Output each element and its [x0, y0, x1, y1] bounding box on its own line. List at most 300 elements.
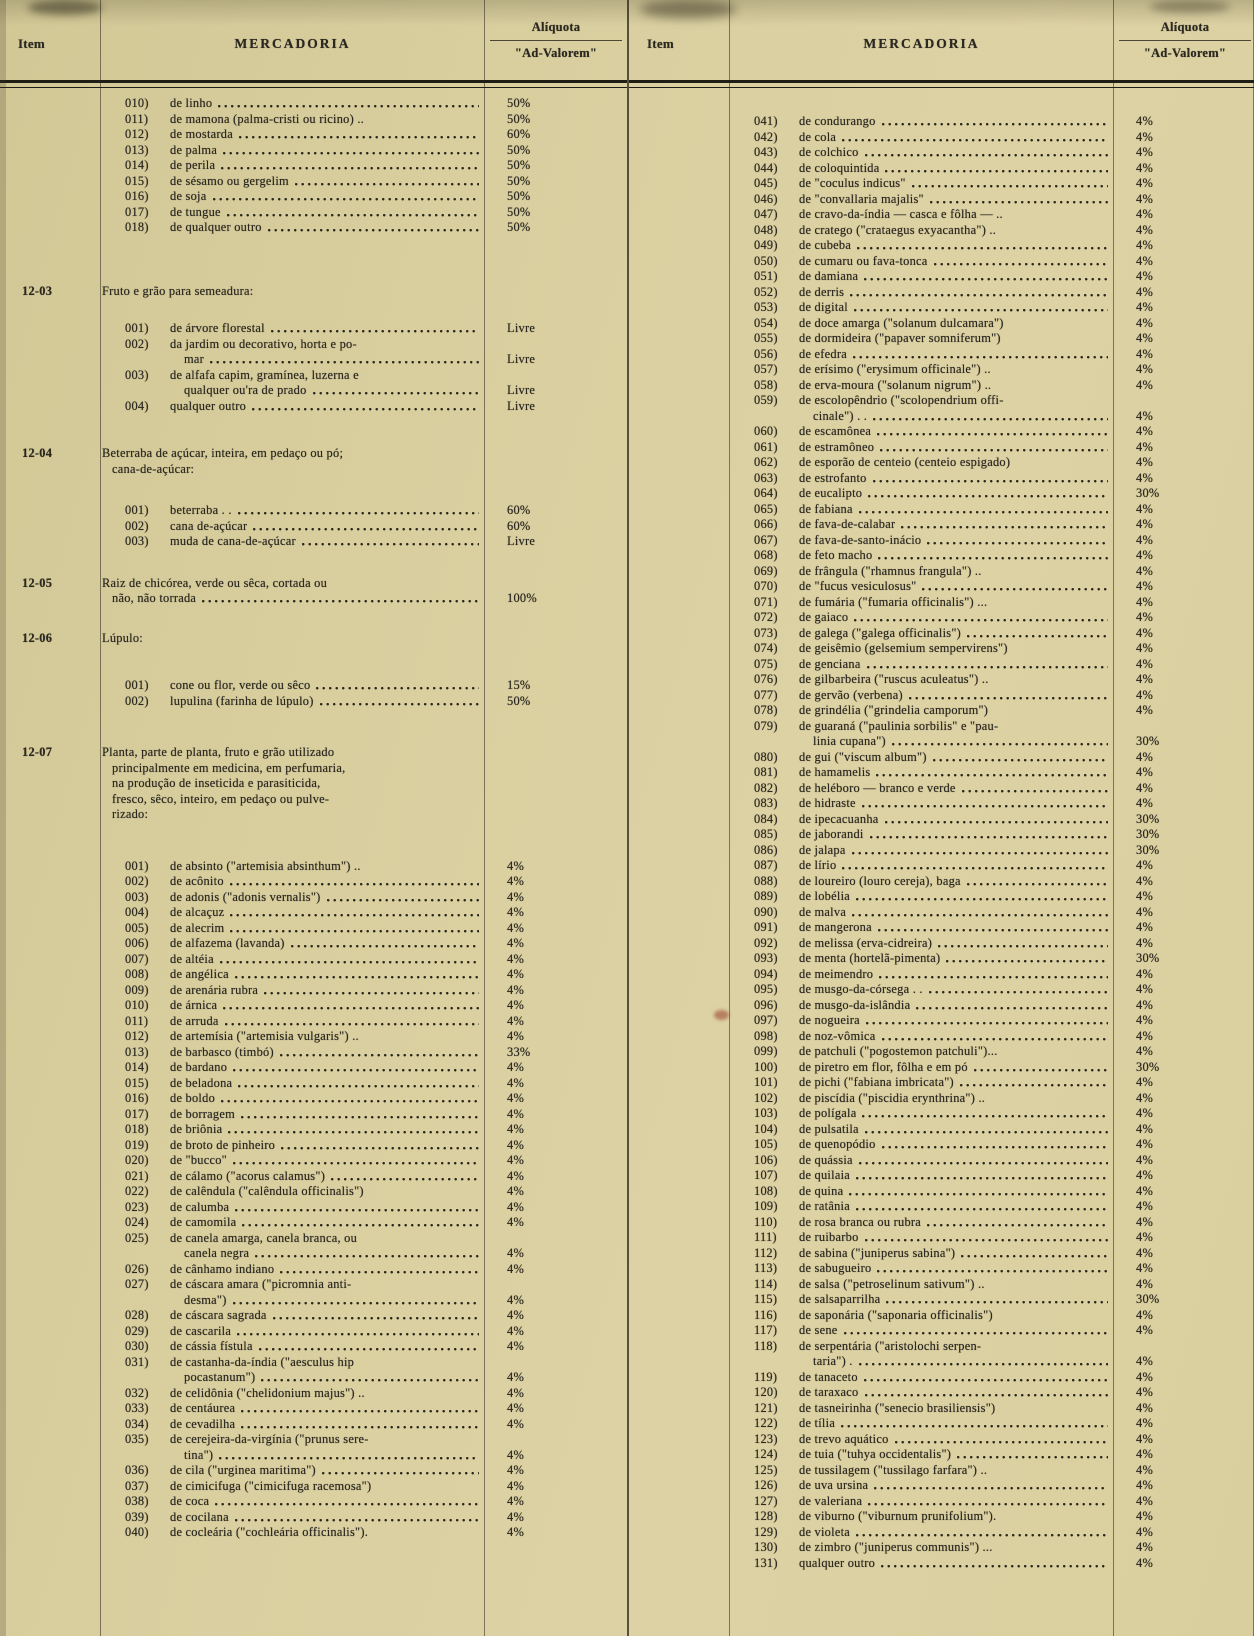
rate-value: 60%	[507, 127, 531, 141]
subitem-number: 112)	[754, 1245, 778, 1260]
dot-leader	[859, 1153, 1108, 1169]
tariff-entry-row	[629, 1013, 1254, 1029]
item-code: 12-03	[22, 283, 53, 298]
mercadoria-cell	[729, 130, 1114, 146]
section-heading-row	[0, 631, 627, 647]
mercadoria-cell	[729, 1215, 1114, 1231]
mercadoria-cell	[100, 1448, 485, 1464]
tariff-entry-row	[0, 205, 627, 221]
description: de calumba	[170, 1199, 230, 1214]
mercadoria-cell	[729, 1168, 1114, 1184]
rate-value: 4%	[1136, 517, 1154, 531]
rate-value: 4%	[507, 1308, 525, 1322]
mercadoria-cell	[729, 657, 1114, 673]
subitem-number: 012)	[125, 127, 149, 141]
item-code: 12-07	[22, 745, 53, 759]
subitem-number: 096)	[754, 997, 778, 1012]
rate-value: 4%	[1136, 1416, 1154, 1430]
rate-value: 4%	[507, 936, 525, 950]
description: de boldo	[170, 1091, 216, 1105]
right-page-column	[627, 0, 1254, 1636]
rate-value: 4%	[1136, 548, 1154, 562]
mercadoria-cell	[100, 1355, 485, 1371]
tariff-entry-row	[0, 874, 627, 890]
rate-value: 4%	[507, 1246, 525, 1260]
subitem-number: 052)	[754, 284, 778, 299]
description: de malva	[799, 904, 847, 919]
subitem-number: 014)	[125, 1060, 149, 1074]
mercadoria-cell	[729, 1122, 1114, 1138]
tariff-entry-row	[629, 1044, 1254, 1060]
subitem-number: 094)	[754, 966, 778, 981]
subitem-number: 120)	[754, 1385, 778, 1399]
subitem-number: 092)	[754, 935, 778, 950]
description: cone ou flor, verde ou sêco	[170, 678, 311, 692]
rate-value: 4%	[1136, 1493, 1154, 1508]
rate-value: 4%	[1136, 284, 1154, 299]
description: de nogueira	[799, 1013, 860, 1027]
mercadoria-cell	[729, 998, 1114, 1014]
mercadoria-cell	[100, 1463, 485, 1479]
subitem-number: 123)	[754, 1431, 778, 1446]
mercadoria-cell	[729, 1556, 1114, 1572]
mercadoria-cell	[100, 1386, 485, 1402]
subitem-number: 086)	[754, 842, 778, 857]
dot-leader	[878, 920, 1108, 936]
dot-leader	[868, 486, 1108, 502]
dot-leader	[331, 1169, 479, 1185]
rate-value: 4%	[507, 1323, 525, 1338]
dot-leader	[882, 114, 1108, 130]
description: de mamona (palma-cristi ou ricino) ..	[170, 111, 365, 126]
mercadoria-cell	[100, 631, 485, 647]
subitem-number: 085)	[754, 827, 778, 841]
description: de ipecacuanha	[799, 811, 879, 826]
subitem-number: 056)	[754, 346, 778, 361]
subitem-number: 064)	[754, 486, 778, 500]
subitem-number: 042)	[754, 129, 778, 144]
rate-value: 4%	[1136, 1462, 1154, 1477]
description: de erísimo ("erysimum officinale") ..	[799, 362, 991, 376]
subitem-number: 048)	[754, 222, 778, 237]
dot-leader	[842, 130, 1108, 146]
description: beterraba . .	[170, 503, 232, 517]
tariff-entry-row	[629, 889, 1254, 905]
rate-value: 4%	[1136, 1013, 1154, 1027]
mercadoria-cell	[729, 440, 1114, 456]
tariff-entry-row	[0, 1153, 627, 1169]
dot-leader	[862, 1106, 1108, 1122]
rate-value: 4%	[1136, 470, 1154, 485]
subitem-number: 057)	[754, 362, 778, 376]
subitem-number: 032)	[125, 1385, 149, 1400]
mercadoria-cell	[729, 1370, 1114, 1386]
tariff-entry-row	[0, 189, 627, 205]
dot-leader	[316, 678, 479, 694]
dot-leader	[882, 1029, 1108, 1045]
dot-leader	[237, 1324, 479, 1340]
tariff-entry-row	[0, 1417, 627, 1433]
mercadoria-cell	[100, 220, 485, 236]
subitem-number: 034)	[125, 1416, 149, 1431]
dot-leader	[223, 998, 479, 1014]
subitem-number: 066)	[754, 517, 778, 531]
subitem-number: 030)	[125, 1339, 149, 1353]
rate-value: 4%	[1136, 1540, 1154, 1554]
description: cinale") . .	[813, 408, 868, 423]
subitem-number: 074)	[754, 641, 778, 655]
subitem-number: 003)	[125, 889, 149, 904]
subitem-number: 021)	[125, 1168, 149, 1183]
dot-leader	[856, 1199, 1108, 1215]
section-heading-cont-row	[0, 776, 627, 792]
subitem-number: 109)	[754, 1199, 778, 1213]
subitem-number: 037)	[125, 1478, 149, 1493]
description: de lírio	[799, 858, 837, 872]
description: de efedra	[799, 346, 847, 361]
mercadoria-cell	[729, 626, 1114, 642]
description: de taraxaco	[799, 1385, 859, 1399]
description: de cila ("urginea maritima")	[170, 1463, 316, 1477]
rate-value: 4%	[507, 1292, 525, 1307]
tariff-entry-row	[629, 1556, 1254, 1572]
subitem-number: 005)	[125, 920, 149, 935]
subitem-number: 124)	[754, 1447, 778, 1461]
rate-value: 4%	[1136, 1028, 1154, 1043]
tariff-entry-row	[629, 967, 1254, 983]
subitem-number: 031)	[125, 1354, 149, 1369]
subitem-number: 010)	[125, 96, 149, 110]
tariff-entry-row	[629, 998, 1254, 1014]
dot-leader	[878, 548, 1108, 564]
description: de guaraná ("paulinia sorbilis" e "pau-	[799, 718, 999, 733]
header-aliquota-divider	[490, 40, 622, 41]
description: de celidônia ("chelidonium majus") ..	[170, 1385, 365, 1400]
mercadoria-cell	[100, 174, 485, 190]
tariff-entry-row	[629, 750, 1254, 766]
tariff-entry-row	[629, 564, 1254, 580]
description: de cascarila	[170, 1323, 232, 1338]
subitem-number: 002)	[125, 336, 149, 351]
dot-leader	[219, 1448, 479, 1464]
mercadoria-cell	[729, 595, 1114, 611]
dot-leader	[854, 300, 1108, 316]
mercadoria-cell	[100, 446, 485, 462]
section-heading-row	[0, 446, 627, 462]
mercadoria-cell	[100, 1246, 485, 1262]
mercadoria-cell	[729, 719, 1114, 735]
rate-value: 4%	[1136, 749, 1154, 764]
subitem-number: 070)	[754, 579, 778, 593]
mercadoria-cell	[729, 1385, 1114, 1401]
rate-value: 50%	[507, 111, 531, 126]
subitem-number: 100)	[754, 1059, 778, 1074]
rate-value: 4%	[1136, 1385, 1154, 1399]
description: de estrofanto	[799, 470, 867, 485]
tariff-entry-row	[0, 1122, 627, 1138]
description: de geisêmio (gelsemium sempervirens")	[799, 641, 1008, 655]
section-heading-cont-row	[0, 807, 627, 823]
dot-leader	[852, 905, 1108, 921]
dot-leader	[322, 1463, 479, 1479]
header-aliquota-line2: "Ad-Valorem"	[1143, 45, 1227, 60]
tariff-entry-row	[629, 626, 1254, 642]
tariff-entry-row	[0, 1432, 627, 1448]
rate-value: 4%	[507, 905, 525, 919]
subitem-number: 126)	[754, 1478, 778, 1492]
dot-leader	[259, 1339, 479, 1355]
description: de quássia	[799, 1152, 853, 1167]
rate-value: 4%	[1136, 1307, 1154, 1322]
subitem-number: 028)	[125, 1308, 149, 1322]
dot-leader	[271, 321, 479, 337]
tariff-entry-row	[629, 548, 1254, 564]
mercadoria-cell	[729, 1277, 1114, 1293]
dot-leader	[291, 936, 479, 952]
dot-leader	[916, 998, 1108, 1014]
mercadoria-cell	[100, 1510, 485, 1526]
description: de borragem	[170, 1106, 236, 1121]
subitem-number: 047)	[754, 207, 778, 221]
spacer-row	[0, 477, 627, 503]
tariff-entry-row	[629, 1509, 1254, 1525]
subitem-number: 095)	[754, 982, 778, 996]
rate-value: 4%	[507, 1401, 525, 1415]
subitem-number: 015)	[125, 173, 149, 188]
subitem-number: 062)	[754, 455, 778, 469]
mercadoria-cell	[729, 1106, 1114, 1122]
mercadoria-cell	[100, 1045, 485, 1061]
mercadoria-cell	[100, 383, 485, 399]
rate-value: 60%	[507, 518, 531, 533]
mercadoria-cell	[729, 331, 1114, 347]
rate-value: 50%	[507, 173, 531, 188]
subitem-number: 018)	[125, 220, 149, 234]
tariff-entry-row	[629, 502, 1254, 518]
tariff-entry-row	[629, 207, 1254, 223]
mercadoria-cell	[729, 812, 1114, 828]
description: de damiana	[799, 269, 859, 283]
mercadoria-cell	[100, 1107, 485, 1123]
description: de zimbro ("juniperus communis") ...	[799, 1540, 993, 1554]
description: de derris	[799, 284, 845, 299]
dot-leader	[227, 205, 479, 221]
rate-value: 4%	[507, 1261, 525, 1276]
mercadoria-cell	[729, 1432, 1114, 1448]
spacer-row	[0, 709, 627, 745]
rate-value: 30%	[1136, 951, 1160, 965]
description: de castanha-da-índia ("aesculus hip	[170, 1354, 355, 1369]
tariff-entry-row	[629, 657, 1254, 673]
description: de "fucus vesiculosus"	[799, 579, 917, 593]
description: de adonis ("adonis vernalis")	[170, 889, 321, 904]
description: de árnica	[170, 998, 218, 1012]
rate-value: 30%	[1136, 827, 1160, 841]
rate-value: 4%	[1136, 563, 1154, 578]
dot-leader	[280, 1262, 479, 1278]
rate-value: 4%	[1136, 439, 1154, 454]
mercadoria-cell	[100, 792, 485, 808]
mercadoria-cell	[729, 424, 1114, 440]
description: de grindélia ("grindelia camporum")	[799, 703, 989, 717]
rate-value: 4%	[1136, 997, 1154, 1012]
dot-leader	[261, 1370, 479, 1386]
tariff-entry-row	[629, 1122, 1254, 1138]
description: de cola	[799, 129, 837, 144]
dot-leader	[327, 890, 479, 906]
rate-value: 50%	[507, 693, 531, 708]
rate-value: 4%	[507, 1494, 525, 1508]
description: mar	[184, 352, 205, 366]
tariff-entry-row	[0, 1262, 627, 1278]
dot-leader	[859, 1354, 1108, 1370]
description: de jaborandi	[799, 827, 864, 841]
rate-value: 100%	[507, 591, 537, 605]
dot-leader	[927, 1215, 1108, 1231]
tariff-entry-row	[0, 519, 627, 535]
subitem-number: 009)	[125, 982, 149, 997]
description: de barbasco (timbó)	[170, 1044, 274, 1059]
mercadoria-cell	[729, 347, 1114, 363]
description: de estramôneo	[799, 439, 875, 454]
mercadoria-cell	[100, 337, 485, 353]
dot-leader	[210, 352, 479, 368]
mercadoria-cell	[729, 765, 1114, 781]
rate-value: 4%	[1136, 641, 1154, 655]
subitem-number: 071)	[754, 594, 778, 609]
description: da jardim ou decorativo, horta e po-	[170, 336, 357, 351]
entry-continuation-row	[0, 1246, 627, 1262]
dot-leader	[892, 734, 1108, 750]
dot-leader	[280, 1045, 479, 1061]
mercadoria-cell	[729, 1401, 1114, 1417]
rate-value: 60%	[507, 503, 531, 517]
dot-leader	[273, 1308, 479, 1324]
rate-value: 4%	[1136, 176, 1154, 190]
mercadoria-cell	[100, 1215, 485, 1231]
description: de polígala	[799, 1106, 857, 1120]
subitem-number: 023)	[125, 1199, 149, 1214]
mercadoria-cell	[729, 1308, 1114, 1324]
dot-leader	[215, 1494, 479, 1510]
tariff-entry-row	[0, 967, 627, 983]
description: de valeriana	[799, 1493, 863, 1508]
subitem-number: 011)	[125, 1013, 149, 1028]
description: de menta (hortelã-pimenta)	[799, 951, 941, 965]
subitem-number: 127)	[754, 1493, 778, 1508]
description: de genciana	[799, 656, 861, 671]
subitem-number: 113)	[754, 1261, 778, 1275]
tariff-entry-row	[629, 1494, 1254, 1510]
rate-value: 4%	[1136, 1354, 1154, 1368]
dot-leader	[933, 750, 1108, 766]
tariff-entry-row	[629, 1215, 1254, 1231]
description: de cáscara amara ("picromnia anti-	[170, 1277, 352, 1291]
tariff-entry-row	[629, 1292, 1254, 1308]
subitem-number: 088)	[754, 873, 778, 888]
rate-value: Livre	[507, 383, 536, 397]
tariff-entry-row	[629, 610, 1254, 626]
rate-value: 4%	[1136, 114, 1154, 128]
description: de alcaçuz	[170, 905, 225, 919]
dot-leader	[885, 161, 1108, 177]
mercadoria-cell	[729, 1339, 1114, 1355]
description: de cimicifuga ("cimicifuga racemosa")	[170, 1478, 372, 1493]
description: de cânhamo indiano	[170, 1261, 275, 1276]
subitem-number: 004)	[125, 398, 149, 413]
description: de doce amarga ("solanum dulcamara")	[799, 315, 1004, 330]
subitem-number: 084)	[754, 811, 778, 826]
mercadoria-cell	[100, 284, 485, 300]
subitem-number: 018)	[125, 1122, 149, 1136]
description: de viburno ("viburnum prunifolium").	[799, 1509, 997, 1523]
dot-leader	[854, 610, 1108, 626]
description: de tungue	[170, 204, 221, 219]
tariff-entry-row	[629, 455, 1254, 471]
dot-leader	[295, 174, 479, 190]
tariff-entry-row	[0, 1184, 627, 1200]
subitem-number: 017)	[125, 204, 149, 219]
subitem-number: 078)	[754, 703, 778, 717]
tariff-entry-row	[0, 158, 627, 174]
description: de canela amarga, canela branca, ou	[170, 1230, 358, 1245]
mercadoria-cell	[729, 889, 1114, 905]
subitem-number: 077)	[754, 687, 778, 702]
description: de escamônea	[799, 424, 872, 438]
subitem-number: 015)	[125, 1075, 149, 1090]
mercadoria-cell	[100, 952, 485, 968]
mercadoria-cell	[729, 672, 1114, 688]
dot-leader	[230, 921, 479, 937]
rate-value: 4%	[507, 1447, 525, 1462]
description: de rosa branca ou rubra	[799, 1214, 922, 1229]
description: de musgo-da-islândia	[799, 997, 911, 1012]
dot-leader	[895, 1432, 1108, 1448]
tariff-entry-row	[629, 285, 1254, 301]
subitem-number: 035)	[125, 1432, 149, 1446]
rate-value: 4%	[1136, 594, 1154, 609]
subitem-number: 072)	[754, 610, 778, 624]
mercadoria-cell	[729, 1525, 1114, 1541]
rate-value: 4%	[507, 889, 525, 904]
dot-leader	[866, 1013, 1108, 1029]
mercadoria-cell	[729, 1230, 1114, 1246]
mercadoria-cell	[100, 694, 485, 710]
dot-leader	[961, 1246, 1108, 1262]
rate-value: 4%	[1136, 424, 1154, 438]
tariff-entry-row	[629, 114, 1254, 130]
description: muda de cana-de-açúcar	[170, 534, 296, 548]
dot-leader	[220, 952, 479, 968]
tariff-entry-row	[0, 1107, 627, 1123]
spacer-row	[0, 607, 627, 631]
description: Beterraba de açúcar, inteira, em pedaço ou pó;	[102, 446, 344, 460]
subitem-number: 098)	[754, 1028, 778, 1043]
rate-value: 4%	[1136, 873, 1154, 888]
dot-leader	[857, 238, 1108, 254]
tariff-entry-row	[0, 143, 627, 159]
dot-leader	[852, 843, 1108, 859]
tariff-entry-row	[629, 378, 1254, 394]
mercadoria-cell	[100, 143, 485, 159]
subitem-number: 024)	[125, 1215, 149, 1229]
rate-value: 4%	[507, 1122, 525, 1136]
mercadoria-cell	[100, 1184, 485, 1200]
description: de serpentária ("aristolochi serpen-	[799, 1338, 982, 1353]
subitem-number: 107)	[754, 1168, 778, 1182]
description: de piretro em flor, fôlha e em pó	[799, 1059, 968, 1074]
rate-value: 4%	[507, 1184, 525, 1198]
